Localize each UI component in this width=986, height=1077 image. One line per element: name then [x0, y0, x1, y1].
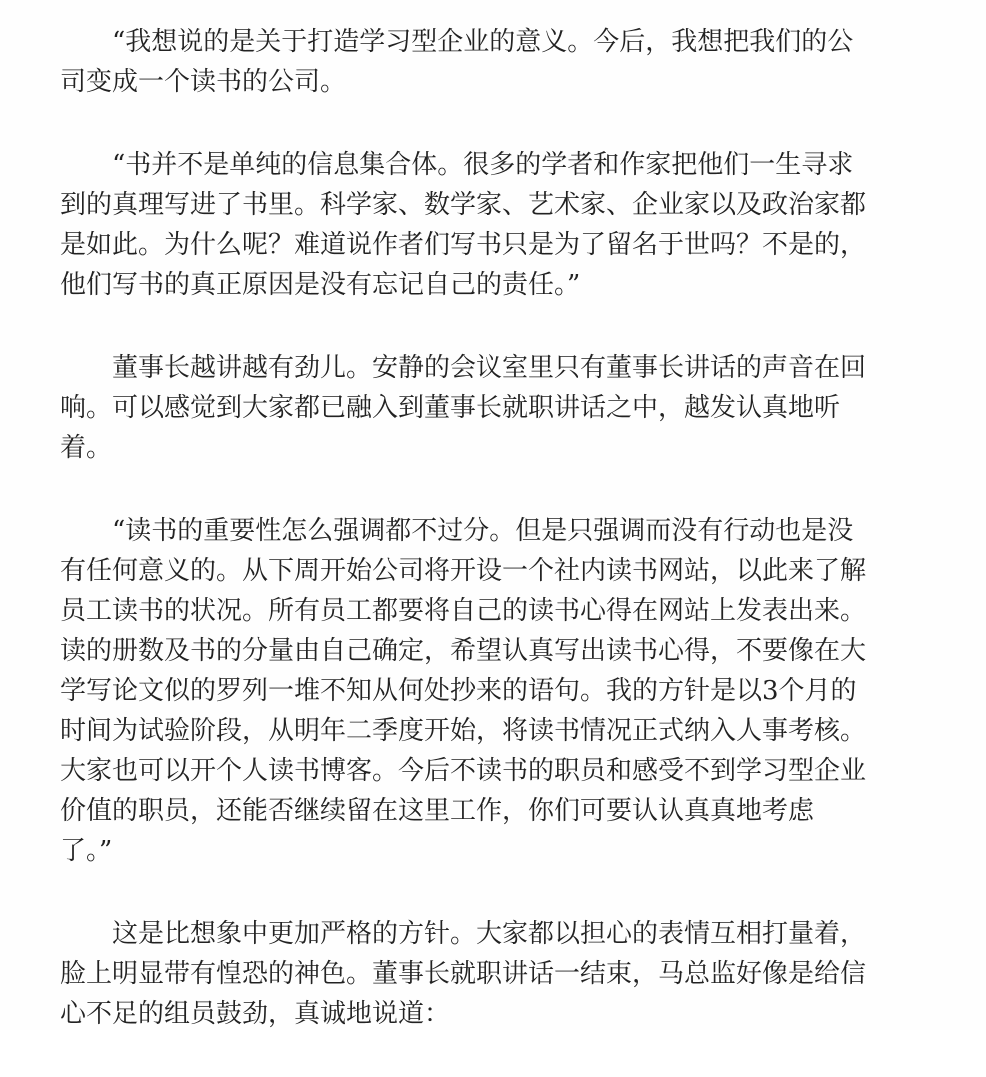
text-line: 是如此。为什么呢？难道说作者们写书只是为了留名于世吗？不是的， [60, 230, 867, 260]
text-line: 时间为试验阶段，从明年二季度开始，将读书情况正式纳入人事考核。 [60, 716, 867, 746]
text-line: 司变成一个读书的公司。 [60, 67, 347, 97]
text-line: “书并不是单纯的信息集合体。很多的学者和作家把他们一生寻求 [112, 150, 854, 180]
text-line: 了。” [60, 836, 113, 866]
text-line: “我想说的是关于打造学习型企业的意义。今后，我想把我们的公 [112, 27, 854, 57]
text-line: 心不足的组员鼓劲，真诚地说道： [60, 999, 451, 1029]
text-line: 他们写书的真正原因是没有忘记自己的责任。” [60, 270, 581, 300]
text-line: 员工读书的状况。所有员工都要将自己的读书心得在网站上发表出来。 [60, 596, 867, 626]
text-line: 脸上明显带有惶恐的神色。董事长就职讲话一结束，马总监好像是给信 [60, 959, 867, 989]
text-line: 读的册数及书的分量由自己确定，希望认真写出读书心得，不要像在大 [60, 636, 867, 666]
text-line: 着。 [60, 433, 113, 463]
text-line: 大家也可以开个人读书博客。今后不读书的职员和感受不到学习型企业 [60, 756, 867, 786]
text-body [60, 22, 940, 1077]
text-line: “读书的重要性怎么强调都不过分。但是只强调而没有行动也是没 [112, 516, 854, 546]
text-line: 这是比想象中更加严格的方针。大家都以担心的表情互相打量着， [112, 919, 867, 949]
text-line: 学写论文似的罗列一堆不知从何处抄来的语句。我的方针是以3个月的 [60, 676, 857, 706]
text-line: 董事长越讲越有劲儿。安静的会议室里只有董事长讲话的声音在回 [112, 353, 867, 383]
paragraph-1 [60, 22, 940, 102]
paragraph-4 [60, 511, 940, 871]
paragraph-2 [60, 145, 940, 305]
paragraph-3 [60, 348, 940, 468]
paragraph-5 [60, 914, 940, 1034]
text-line: 有任何意义的。从下周开始公司将开设一个社内读书网站，以此来了解 [60, 556, 867, 586]
text-line: 价值的职员，还能否继续留在这里工作，你们可要认认真真地考虑 [60, 796, 815, 826]
text-line: 响。可以感觉到大家都已融入到董事长就职讲话之中，越发认真地听 [60, 393, 841, 423]
text-line: 到的真理写进了书里。科学家、数学家、艺术家、企业家以及政治家都 [60, 190, 867, 220]
